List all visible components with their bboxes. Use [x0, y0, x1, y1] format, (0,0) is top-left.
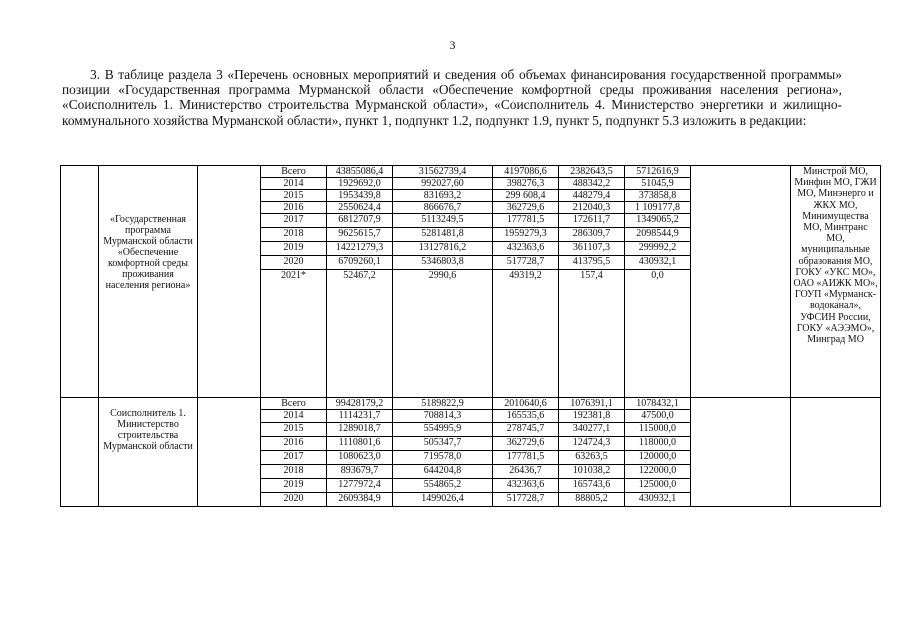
- amount-cell: 2609384,9: [327, 493, 393, 507]
- amount-cell: 51045,9: [625, 178, 691, 190]
- amount-cell: 1289018,7: [327, 423, 393, 437]
- amount-cell: 362729,6: [493, 202, 559, 214]
- position-name-cell: [99, 166, 198, 398]
- amount-cell: 432363,6: [493, 479, 559, 493]
- year-cell: Всего: [261, 398, 327, 410]
- position-name: «Государственная программа Мурманской области «Обеспечение комфортной среды проживания населения региона»: [103, 214, 193, 291]
- amount-cell: 398276,3: [493, 178, 559, 190]
- amount-cell: 1 109177,8: [625, 202, 691, 214]
- period-cell: [198, 398, 261, 507]
- amount-cell: 1349065,2: [625, 214, 691, 228]
- amount-cell: 125000,0: [625, 479, 691, 493]
- amount-cell: 47500,0: [625, 410, 691, 423]
- amount-cell: 1076391,1: [559, 398, 625, 410]
- amount-cell: 1277972,4: [327, 479, 393, 493]
- amount-cell: 1953439,8: [327, 190, 393, 202]
- amount-cell: 212040,3: [559, 202, 625, 214]
- amount-cell: 2382643,5: [559, 166, 625, 178]
- amount-cell: 517728,7: [493, 493, 559, 507]
- amount-cell: 43855086,4: [327, 166, 393, 178]
- amount-cell: 505347,7: [393, 437, 493, 451]
- amount-cell: 5281481,8: [393, 228, 493, 242]
- amount-cell: 165535,6: [493, 410, 559, 423]
- amount-cell: 430932,1: [625, 256, 691, 270]
- amount-cell: 13127816,2: [393, 242, 493, 256]
- amount-cell: 6709260,1: [327, 256, 393, 270]
- year-cell: 2014: [261, 410, 327, 423]
- amount-cell: 992027,60: [393, 178, 493, 190]
- amount-cell: 52467,2: [327, 270, 393, 398]
- index-cell: [61, 398, 99, 507]
- amount-cell: 413795,5: [559, 256, 625, 270]
- responsible-executors: Минстрой МО, Минфин МО, ГЖИ МО, Минэнерго и ЖКХ МО, Минимущества МО, Минтранс МО, муниципальные образования МО, ГОКУ «УКС МО», ОАО «АИЖК МО», ГОУП «Мурманск-водоканал», УФСИН России, ГОКУ «АЭЭМО», Минград МО: [791, 166, 881, 398]
- target-indicator-cell: [691, 398, 791, 507]
- amount-cell: 63263,5: [559, 451, 625, 465]
- amendment-paragraph: 3. В таблице раздела 3 «Перечень основных мероприятий и сведения об объемах финансирования государственной программы» позиции «Государственная программа Мурманской области «Обеспечение комфортной среды проживания населения региона», «Соисполнитель 1. Министерство строительства Мурманской области», «Соисполнитель 4. Министерство энергетики и жилищно-коммунального хозяйства Мурманской области», пункт 1, подпункт 1.2, подпункт 1.9, пункт 5, подпункт 5.3 изложить в редакции:: [62, 67, 842, 128]
- amount-cell: 1929692,0: [327, 178, 393, 190]
- amount-cell: 88805,2: [559, 493, 625, 507]
- amount-cell: 831693,2: [393, 190, 493, 202]
- amount-cell: 278745,7: [493, 423, 559, 437]
- year-cell: 2020: [261, 493, 327, 507]
- year-cell: 2015: [261, 190, 327, 202]
- amount-cell: 1080623,0: [327, 451, 393, 465]
- block-co-executor-1: [61, 398, 881, 507]
- amount-cell: 554995,9: [393, 423, 493, 437]
- year-cell: 2015: [261, 423, 327, 437]
- amount-cell: 644204,8: [393, 465, 493, 479]
- year-cell: 2021*: [261, 270, 327, 398]
- amount-cell: 340277,1: [559, 423, 625, 437]
- amount-cell: 448279,4: [559, 190, 625, 202]
- position-name-cell: [99, 398, 198, 507]
- amount-cell: 893679,7: [327, 465, 393, 479]
- amount-cell: 177781,5: [493, 214, 559, 228]
- index-cell: [61, 166, 99, 398]
- table-row: [61, 166, 881, 178]
- amount-cell: 2550624,4: [327, 202, 393, 214]
- amount-cell: 124724,3: [559, 437, 625, 451]
- target-indicator-cell: [691, 166, 791, 398]
- year-cell: 2017: [261, 214, 327, 228]
- amount-cell: 430932,1: [625, 493, 691, 507]
- amount-cell: 1078432,1: [625, 398, 691, 410]
- amount-cell: 49319,2: [493, 270, 559, 398]
- amount-cell: 299 608,4: [493, 190, 559, 202]
- year-cell: 2016: [261, 437, 327, 451]
- amount-cell: 172611,7: [559, 214, 625, 228]
- page-number: 3: [449, 38, 456, 52]
- amount-cell: 1114231,7: [327, 410, 393, 423]
- amount-cell: 1110801,6: [327, 437, 393, 451]
- amount-cell: 488342,2: [559, 178, 625, 190]
- responsible-executors: [791, 398, 881, 507]
- amount-cell: 101038,2: [559, 465, 625, 479]
- amount-cell: 362729,6: [493, 437, 559, 451]
- amount-cell: 115000,0: [625, 423, 691, 437]
- amount-cell: 2098544,9: [625, 228, 691, 242]
- amount-cell: 31562739,4: [393, 166, 493, 178]
- amount-cell: 0,0: [625, 270, 691, 398]
- year-cell: 2014: [261, 178, 327, 190]
- amount-cell: 4197086,6: [493, 166, 559, 178]
- period-cell: [198, 166, 261, 398]
- amount-cell: 1499026,4: [393, 493, 493, 507]
- amount-cell: 2990,6: [393, 270, 493, 398]
- amount-cell: 2010640,6: [493, 398, 559, 410]
- amount-cell: 517728,7: [493, 256, 559, 270]
- amount-cell: 118000,0: [625, 437, 691, 451]
- amount-cell: 299992,2: [625, 242, 691, 256]
- amount-cell: 5712616,9: [625, 166, 691, 178]
- amount-cell: 14221279,3: [327, 242, 393, 256]
- amount-cell: 177781,5: [493, 451, 559, 465]
- amount-cell: 26436,7: [493, 465, 559, 479]
- amount-cell: 5113249,5: [393, 214, 493, 228]
- amount-cell: 165743,6: [559, 479, 625, 493]
- amount-cell: 122000,0: [625, 465, 691, 479]
- amount-cell: 157,4: [559, 270, 625, 398]
- amount-cell: 361107,3: [559, 242, 625, 256]
- amount-cell: 99428179,2: [327, 398, 393, 410]
- year-cell: 2018: [261, 228, 327, 242]
- year-cell: Всего: [261, 166, 327, 178]
- amount-cell: 708814,3: [393, 410, 493, 423]
- amount-cell: 719578,0: [393, 451, 493, 465]
- table-row: [61, 398, 881, 410]
- amount-cell: 866676,7: [393, 202, 493, 214]
- amount-cell: 6812707,9: [327, 214, 393, 228]
- year-cell: 2019: [261, 242, 327, 256]
- amount-cell: 1959279,3: [493, 228, 559, 242]
- year-cell: 2017: [261, 451, 327, 465]
- amount-cell: 5189822,9: [393, 398, 493, 410]
- position-name: Соисполнитель 1. Министерство строительства Мурманской области: [103, 408, 193, 452]
- amount-cell: 554865,2: [393, 479, 493, 493]
- year-cell: 2019: [261, 479, 327, 493]
- block-program: [61, 166, 881, 398]
- amount-cell: 373858,8: [625, 190, 691, 202]
- amount-cell: 9625615,7: [327, 228, 393, 242]
- amount-cell: 432363,6: [493, 242, 559, 256]
- year-cell: 2016: [261, 202, 327, 214]
- year-cell: 2020: [261, 256, 327, 270]
- amount-cell: 5346803,8: [393, 256, 493, 270]
- amount-cell: 286309,7: [559, 228, 625, 242]
- amount-cell: 192381,8: [559, 410, 625, 423]
- amount-cell: 120000,0: [625, 451, 691, 465]
- financing-table: [60, 165, 881, 507]
- year-cell: 2018: [261, 465, 327, 479]
